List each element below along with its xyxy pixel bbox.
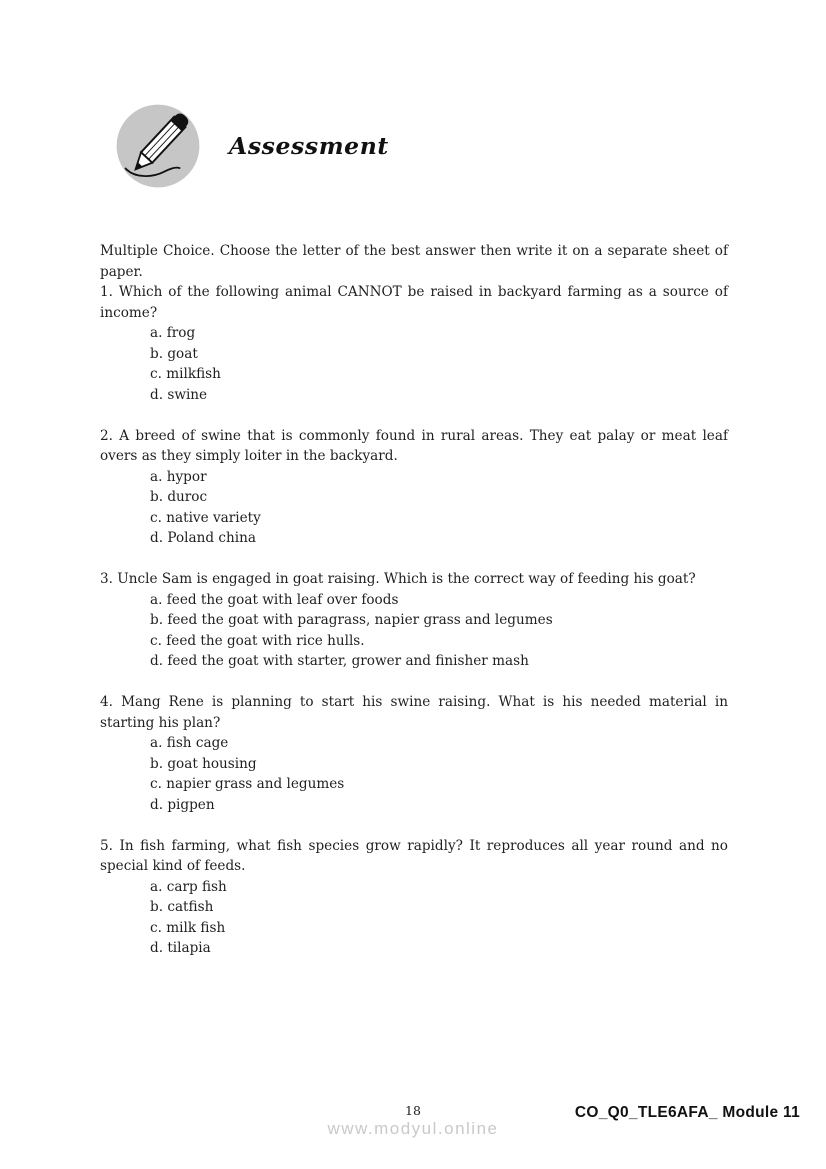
question-block: [100, 426, 728, 549]
questions-list: [100, 282, 728, 959]
question-text: 3. Uncle Sam is engaged in goat raising. Which is the correct way of feeding his goat?: [100, 571, 696, 587]
question-block: [100, 569, 728, 672]
option-item: b. catfish: [150, 899, 214, 915]
option-item: c. milkfish: [150, 366, 221, 382]
pencil-icon: [113, 101, 203, 191]
option-item: d. tilapia: [150, 940, 211, 956]
option-item: a. fish cage: [150, 735, 229, 751]
option-item: b. feed the goat with paragrass, napier grass and legumes: [150, 612, 553, 628]
option-item: a. hypor: [150, 468, 207, 485]
option-item: b. goat: [150, 345, 198, 362]
option-item: b. goat housing: [150, 755, 257, 772]
option-item: c. napier grass and legumes: [150, 776, 345, 792]
option-item: a. carp fish: [150, 878, 227, 895]
watermark: www.modyul.online: [327, 1119, 499, 1138]
question-text: 4. Mang Rene is planning to start his swine raising. What is his needed material in starting his plan?: [100, 694, 728, 731]
question-block: [100, 282, 728, 405]
assessment-body: [100, 241, 728, 959]
option-item: c. milk fish: [150, 919, 226, 936]
page-number: 18: [405, 1103, 421, 1118]
option-item: d. feed the goat with starter, grower and finisher mash: [150, 653, 529, 669]
option-item: c. feed the goat with rice hulls.: [150, 632, 365, 649]
question-text: 1. Which of the following animal CANNOT be raised in backyard farming as a source of income?: [100, 284, 728, 321]
option-item: a. feed the goat with leaf over foods: [150, 591, 399, 608]
option-item: d. swine: [150, 386, 208, 403]
instructions-text: Multiple Choice. Choose the letter of the best answer then write it on a separate sheet of paper.: [100, 243, 728, 280]
question-block: [100, 692, 728, 815]
option-item: c. native variety: [150, 509, 261, 526]
question-text: 5. In fish farming, what fish species grow rapidly? It reproduces all year round and no special kind of feeds.: [100, 837, 728, 874]
page-title: Assessment: [229, 132, 389, 160]
question-text: 2. A breed of swine that is commonly found in rural areas. They eat palay or meat leaf overs as they simply loiter in the backyard.: [100, 427, 728, 464]
assessment-header: [113, 101, 389, 191]
question-block: [100, 836, 728, 959]
module-code: CO_Q0_TLE6AFA_ Module 11: [574, 1104, 800, 1121]
option-item: b. duroc: [150, 489, 208, 505]
option-item: d. pigpen: [150, 796, 215, 813]
option-item: d. Poland china: [150, 530, 256, 546]
option-item: a. frog: [150, 325, 196, 341]
